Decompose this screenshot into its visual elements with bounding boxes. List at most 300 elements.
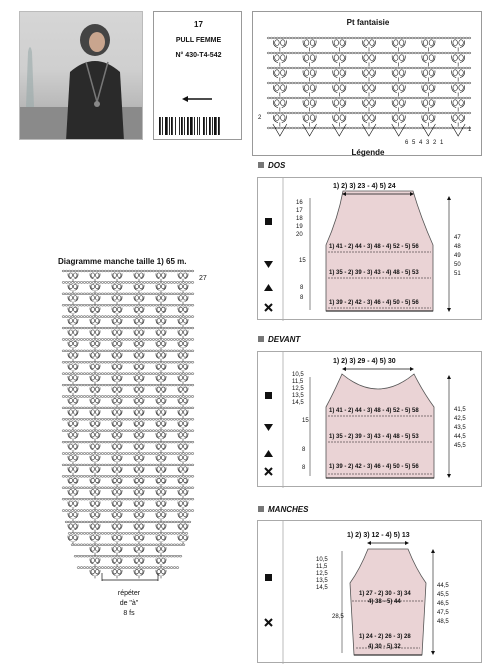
stitch-motif <box>156 273 166 282</box>
legend-title: Légende <box>351 148 385 157</box>
stitch-motif <box>68 490 78 499</box>
stitch-motif <box>134 547 144 556</box>
dos-b1: 8 <box>300 295 304 301</box>
stitch-motif <box>156 341 166 350</box>
square-icon <box>265 392 272 399</box>
stitch-motif <box>90 364 100 373</box>
manches-h4: 14,5 <box>316 585 328 591</box>
chain-row <box>62 350 194 352</box>
triangle-down-icon <box>264 424 273 431</box>
stitch-motif <box>68 444 78 453</box>
chain-row <box>62 464 194 466</box>
stitch-motif <box>134 467 144 476</box>
chain-row <box>62 487 194 489</box>
stitch-motif <box>68 353 78 362</box>
stitch-motif <box>392 55 405 67</box>
stitch-motif <box>90 501 100 510</box>
stitch-motif <box>156 524 166 533</box>
stitch-motif <box>90 398 100 407</box>
chain-row <box>62 282 194 284</box>
stitch-motif <box>273 40 286 52</box>
cross-icon <box>265 619 272 626</box>
stitch-motif <box>303 55 316 67</box>
stitch-motif <box>68 318 78 327</box>
stitch-motif <box>178 444 188 453</box>
sleeve-repeat-3: 8 fs <box>123 610 135 617</box>
devant-h2: 12,5 <box>292 386 304 392</box>
stitch-motif <box>392 85 405 97</box>
stitch-motif <box>90 387 100 396</box>
stitch-motif <box>68 410 78 419</box>
stitch-motif <box>134 398 144 407</box>
manches-r1: 45,5 <box>437 592 449 598</box>
fantaisie-title: Pt fantaisie <box>346 18 390 27</box>
stitch-motif <box>362 70 375 82</box>
stitch-motif <box>134 490 144 499</box>
manches-r0: 44,5 <box>437 583 449 589</box>
stitch-motif <box>112 398 122 407</box>
stitch-motif <box>156 547 166 556</box>
stitch-motif <box>156 467 166 476</box>
manches-r2: 46,5 <box>437 601 449 607</box>
stitch-motif <box>68 512 78 521</box>
chain-row <box>267 82 471 84</box>
stitch-motif <box>156 387 166 396</box>
stitch-motif <box>134 433 144 442</box>
stitch-motif <box>112 501 122 510</box>
devant-mid: 15 <box>302 418 309 424</box>
stitch-motif <box>90 296 100 305</box>
chain-row <box>62 270 194 272</box>
stitch-motif <box>68 455 78 464</box>
stitch-motif <box>90 341 100 350</box>
stitch-motif <box>303 115 316 127</box>
stitch-motif <box>156 364 166 373</box>
stitch-motif <box>112 558 122 567</box>
stitch-motif <box>68 387 78 396</box>
chain-row <box>74 555 182 557</box>
triangle-up-icon <box>264 450 273 457</box>
devant-r1: 42,5 <box>454 416 466 422</box>
stitch-motif <box>303 40 316 52</box>
stitch-motif <box>156 330 166 339</box>
stitch-motif <box>90 421 100 430</box>
dos-r2: 49 <box>454 253 461 259</box>
stitch-motif <box>68 535 78 544</box>
stitch-motif <box>392 100 405 112</box>
stitch-motif <box>156 410 166 419</box>
manches-title: MANCHES <box>268 505 309 514</box>
dos-row1: 1) 41 - 2) 44 - 3) 48 - 4) 52 - 5) 56 <box>329 244 419 250</box>
stitch-motif <box>422 40 435 52</box>
manches-r4: 48,5 <box>437 619 449 625</box>
chain-row <box>62 304 194 306</box>
stitch-motif <box>178 273 188 282</box>
manches-h3: 13,5 <box>316 578 328 584</box>
manches-r3: 47,5 <box>437 610 449 616</box>
stitch-motif <box>273 100 286 112</box>
devant-header-square <box>258 336 264 342</box>
stitch-motif <box>333 55 346 67</box>
stitch-motif <box>68 284 78 293</box>
stitch-motif <box>90 318 100 327</box>
chain-row <box>68 532 188 534</box>
chain-row <box>62 498 194 500</box>
stitch-motif <box>112 490 122 499</box>
stitch-motif <box>156 444 166 453</box>
stitch-motif <box>134 330 144 339</box>
manches-box <box>257 520 482 663</box>
chain-row <box>62 384 194 386</box>
stitch-motif <box>134 455 144 464</box>
stitch-motif <box>273 85 286 97</box>
dos-row2: 1) 35 - 2) 39 - 3) 43 - 4) 48 - 5) 53 <box>329 270 419 276</box>
model-number: 17 <box>194 20 203 29</box>
stitch-motif <box>90 284 100 293</box>
stitch-motif <box>134 376 144 385</box>
stitch-motif <box>178 296 188 305</box>
stitch-motif <box>333 115 346 127</box>
chain-row <box>62 361 194 363</box>
manches-row2b: 4) 30 - 5) 32 <box>368 644 401 650</box>
stitch-motif <box>156 433 166 442</box>
stitch-motif <box>178 376 188 385</box>
stitch-motif <box>422 70 435 82</box>
stitch-motif <box>134 284 144 293</box>
model-photo-illustration <box>20 12 143 140</box>
chain-row <box>62 418 194 420</box>
stitch-motif <box>362 85 375 97</box>
stitch-motif <box>178 318 188 327</box>
stitch-motif <box>333 85 346 97</box>
chain-row <box>62 475 194 477</box>
stitch-motif <box>90 410 100 419</box>
stitch-motif <box>68 364 78 373</box>
stitch-motif <box>273 115 286 127</box>
stitch-motif <box>333 40 346 52</box>
model-photo <box>19 11 143 140</box>
stitch-motif <box>68 478 78 487</box>
sleeve-chart <box>58 268 198 582</box>
stitch-motif <box>156 535 166 544</box>
cross-icon <box>265 304 272 311</box>
stitch-motif <box>90 490 100 499</box>
arrow-left-icon <box>182 95 214 103</box>
stitch-motif <box>134 296 144 305</box>
manches-row2a: 1) 24 - 2) 26 - 3) 28 <box>359 634 411 640</box>
dos-b0: 8 <box>300 285 304 291</box>
stitch-motif <box>112 341 122 350</box>
stitch-motif <box>156 398 166 407</box>
stitch-motif <box>273 70 286 82</box>
stitch-motif <box>68 524 78 533</box>
fantaisie-stitch-numbers: 6 5 4 3 2 1 <box>405 140 445 146</box>
stitch-motif <box>178 364 188 373</box>
stitch-motif <box>90 353 100 362</box>
fantaisie-chart <box>265 34 473 138</box>
stitch-motif <box>178 307 188 316</box>
dos-r1: 48 <box>454 244 461 250</box>
stitch-motif <box>178 421 188 430</box>
chain-row <box>77 567 179 569</box>
stitch-motif <box>134 353 144 362</box>
manches-row1b: 4) 38 - 5) 44 <box>368 599 401 605</box>
stitch-motif <box>156 490 166 499</box>
sleeve-repeat-2: de "à" <box>119 600 139 607</box>
devant-h4: 14,5 <box>292 400 304 406</box>
sleeve-row-count: 27 <box>199 275 207 282</box>
dos-r4: 51 <box>454 271 461 277</box>
stitch-motif <box>112 307 122 316</box>
stitch-motif <box>156 307 166 316</box>
stitch-motif <box>178 410 188 419</box>
stitch-motif <box>303 85 316 97</box>
stitch-motif <box>112 318 122 327</box>
model-ref: N° 430-T4-542 <box>175 52 222 59</box>
stitch-motif <box>362 100 375 112</box>
stitch-motif <box>156 353 166 362</box>
stitch-motif <box>178 501 188 510</box>
stitch-motif <box>422 115 435 127</box>
cross-icon <box>265 468 272 475</box>
stitch-motif <box>112 387 122 396</box>
stitch-motif <box>422 85 435 97</box>
stitch-motif <box>112 273 122 282</box>
stitch-motif <box>452 55 465 67</box>
stitch-motif <box>68 307 78 316</box>
stitch-motif <box>156 318 166 327</box>
stitch-motif <box>112 284 122 293</box>
stitch-motif <box>303 100 316 112</box>
stitch-motif <box>68 341 78 350</box>
model-name: PULL FEMME <box>175 37 222 44</box>
stitch-motif <box>134 478 144 487</box>
stitch-motif <box>134 307 144 316</box>
stitch-motif <box>156 376 166 385</box>
stitch-motif <box>112 455 122 464</box>
stitch-motif <box>112 512 122 521</box>
devant-row3: 1) 39 - 2) 42 - 3) 46 - 4) 50 - 5) 56 <box>329 464 419 470</box>
stitch-motif <box>90 512 100 521</box>
stitch-motif <box>178 341 188 350</box>
stitch-motif <box>68 376 78 385</box>
stitch-motif <box>452 85 465 97</box>
stitch-motif <box>134 524 144 533</box>
dos-title: DOS <box>268 161 286 170</box>
square-icon <box>265 574 272 581</box>
stitch-motif <box>392 40 405 52</box>
stitch-motif <box>134 569 144 578</box>
chain-row <box>62 316 194 318</box>
chain-row <box>62 327 194 329</box>
stitch-motif <box>112 524 122 533</box>
stitch-motif <box>178 478 188 487</box>
stitch-motif <box>134 421 144 430</box>
stitch-motif <box>112 433 122 442</box>
stitch-motif <box>156 296 166 305</box>
devant-row2: 1) 35 - 2) 39 - 3) 43 - 4) 48 - 5) 53 <box>329 434 419 440</box>
sleeve-diagram-title: Diagramme manche taille 1) 65 m. <box>58 257 187 266</box>
stitch-motif <box>90 478 100 487</box>
manches-row1a: 1) 27 - 2) 30 - 3) 34 <box>359 591 411 597</box>
stitch-motif <box>112 296 122 305</box>
chain-row <box>62 453 194 455</box>
stitch-motif <box>112 421 122 430</box>
stitch-motif <box>134 558 144 567</box>
fantaisie-row-label-right: 1 <box>468 127 472 133</box>
chain-row <box>62 373 194 375</box>
stitch-motif <box>422 55 435 67</box>
devant-b0: 8 <box>302 447 306 453</box>
stitch-motif <box>112 569 122 578</box>
stitch-motif <box>68 273 78 282</box>
stitch-motif <box>333 100 346 112</box>
stitch-motif <box>112 330 122 339</box>
stitch-motif <box>362 115 375 127</box>
devant-row1: 1) 41 - 2) 44 - 3) 48 - 4) 52 - 5) 58 <box>329 408 419 414</box>
stitch-motif <box>112 547 122 556</box>
chain-row <box>267 127 471 129</box>
dos-r3: 50 <box>454 262 461 268</box>
dos-box <box>257 177 482 320</box>
chain-row <box>267 52 471 54</box>
stitch-motif <box>68 433 78 442</box>
triangle-down-icon <box>264 261 273 268</box>
manches-h0: 10,5 <box>316 557 328 563</box>
dos-r0: 47 <box>454 235 461 241</box>
stitch-motif <box>362 40 375 52</box>
chain-row <box>62 407 194 409</box>
stitch-motif <box>90 444 100 453</box>
devant-h1: 11,5 <box>292 379 304 385</box>
stitch-motif <box>90 455 100 464</box>
dos-header-square <box>258 162 264 168</box>
model-info-box <box>153 11 242 140</box>
barcode <box>158 117 238 135</box>
manches-mid: 28,5 <box>332 614 344 620</box>
dos-row3: 1) 39 - 2) 42 - 3) 46 - 4) 50 - 5) 56 <box>329 300 419 306</box>
stitch-motif <box>112 467 122 476</box>
manches-header-square <box>258 506 264 512</box>
stitch-motif <box>156 284 166 293</box>
stitch-motif <box>392 115 405 127</box>
stitch-motif <box>134 410 144 419</box>
stitch-motif <box>452 70 465 82</box>
stitch-motif <box>362 55 375 67</box>
stitch-motif <box>90 330 100 339</box>
stitch-motif <box>178 512 188 521</box>
stitch-motif <box>156 478 166 487</box>
stitch-motif <box>134 501 144 510</box>
stitch-motif <box>112 478 122 487</box>
stitch-motif <box>178 353 188 362</box>
chain-row <box>267 112 471 114</box>
chain-row <box>71 544 185 546</box>
chain-row <box>267 97 471 99</box>
chain-row <box>62 293 194 295</box>
stitch-motif <box>178 387 188 396</box>
devant-h0: 10,5 <box>292 372 304 378</box>
stitch-motif <box>134 341 144 350</box>
triangle-up-icon <box>264 284 273 291</box>
stitch-motif <box>134 387 144 396</box>
stitch-motif <box>156 569 166 578</box>
devant-box <box>257 351 482 487</box>
stitch-motif <box>178 330 188 339</box>
devant-top: 1) 2) 3) 29 - 4) 5) 30 <box>333 358 396 365</box>
stitch-motif <box>112 364 122 373</box>
chain-row <box>62 396 194 398</box>
stitch-motif <box>134 512 144 521</box>
stitch-motif <box>112 376 122 385</box>
stitch-motif <box>68 501 78 510</box>
stitch-motif <box>333 70 346 82</box>
stitch-motif <box>452 40 465 52</box>
manches-top: 1) 2) 3) 12 - 4) 5) 13 <box>347 532 410 539</box>
stitch-motif <box>178 284 188 293</box>
manches-h2: 12,5 <box>316 571 328 577</box>
chain-row <box>267 67 471 69</box>
dos-mid: 15 <box>299 258 306 264</box>
stitch-motif <box>156 501 166 510</box>
stitch-motif <box>90 433 100 442</box>
devant-b1: 8 <box>302 465 306 471</box>
devant-r3: 44,5 <box>454 434 466 440</box>
stitch-motif <box>68 467 78 476</box>
stitch-motif <box>68 296 78 305</box>
devant-r0: 41,5 <box>454 407 466 413</box>
stitch-motif <box>156 421 166 430</box>
stitch-motif <box>112 444 122 453</box>
chain-row <box>62 441 194 443</box>
stitch-motif <box>156 512 166 521</box>
fantaisie-row-label: 2 <box>258 115 262 121</box>
dos-h2: 18 <box>296 216 303 222</box>
stitch-motif <box>90 273 100 282</box>
stitch-motif <box>90 547 100 556</box>
devant-r4: 45,5 <box>454 443 466 449</box>
stitch-motif <box>90 307 100 316</box>
stitch-motif <box>134 444 144 453</box>
stitch-motif <box>273 55 286 67</box>
stitch-motif <box>90 569 100 578</box>
stitch-motif <box>134 364 144 373</box>
devant-r2: 43,5 <box>454 425 466 431</box>
stitch-motif <box>112 535 122 544</box>
stitch-motif <box>303 70 316 82</box>
stitch-motif <box>134 535 144 544</box>
dos-h4: 20 <box>296 232 303 238</box>
stitch-motif <box>112 410 122 419</box>
chain-row <box>62 430 194 432</box>
stitch-motif <box>156 558 166 567</box>
stitch-motif <box>392 70 405 82</box>
stitch-motif <box>90 558 100 567</box>
chain-row <box>267 37 471 39</box>
stitch-motif <box>68 330 78 339</box>
stitch-motif <box>90 467 100 476</box>
stitch-motif <box>452 100 465 112</box>
stitch-motif <box>112 353 122 362</box>
manches-h1: 11,5 <box>316 564 328 570</box>
stitch-motif <box>178 535 188 544</box>
devant-h3: 13,5 <box>292 393 304 399</box>
dos-h0: 16 <box>296 200 303 206</box>
stitch-motif <box>134 318 144 327</box>
sleeve-repeat-1: répéter <box>117 590 141 597</box>
square-icon <box>265 218 272 225</box>
chain-row <box>62 510 194 512</box>
